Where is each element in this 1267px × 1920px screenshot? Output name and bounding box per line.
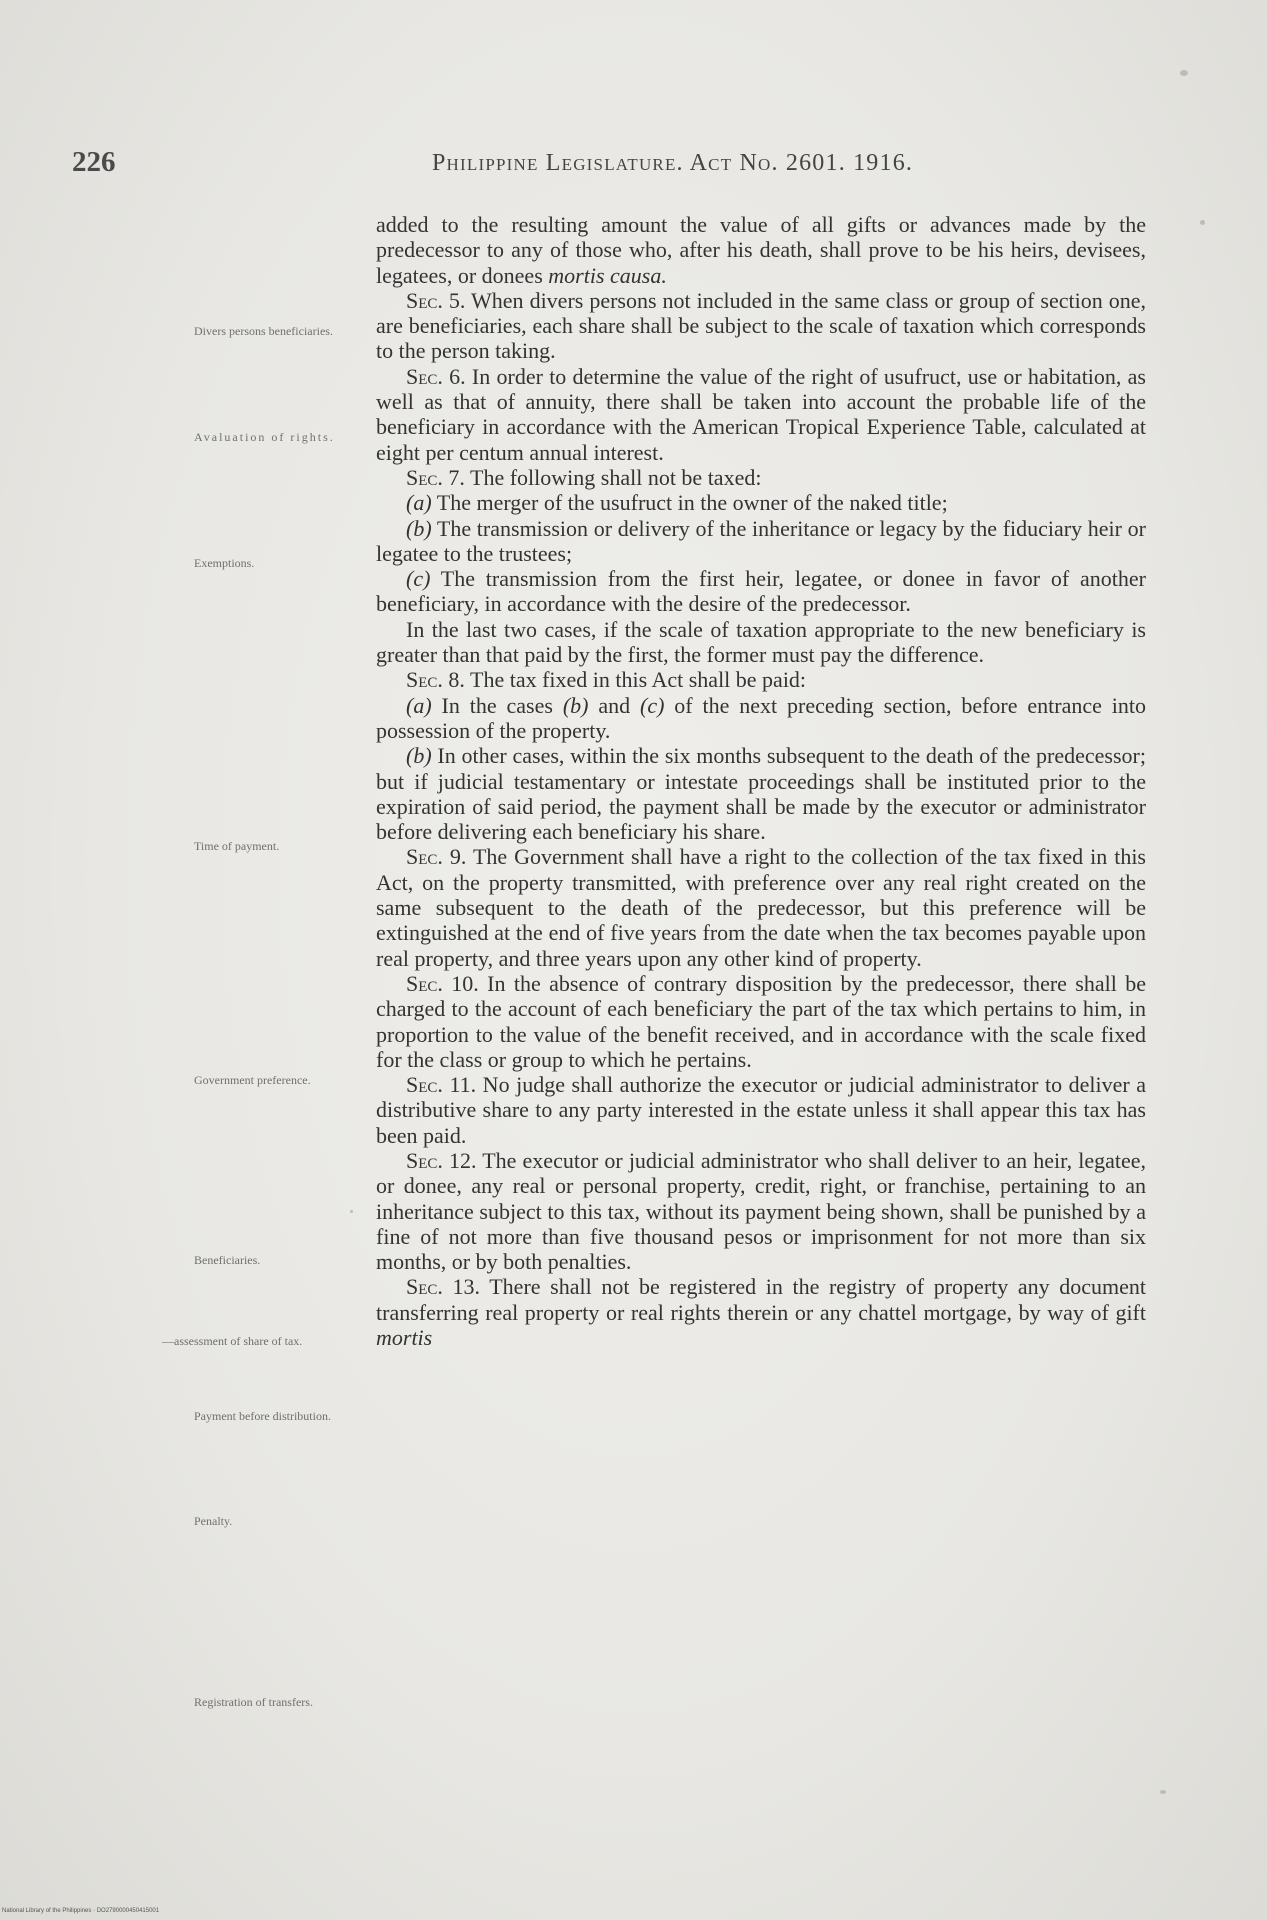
section-7-proviso: In the last two cases, if the scale of taxation appropriate to the new beneficiary is greater than that paid by the first, the former must pay the difference. — [376, 616, 1146, 668]
margin-note-government-preference: Government preference. — [194, 1073, 311, 1087]
section-7: Sec. 7. The following shall not be taxed: — [406, 464, 762, 490]
page-body — [376, 212, 1146, 1350]
scan-speck — [1160, 1790, 1166, 1794]
section-7-b: (b) The transmission or delivery of the inheritance or legacy by the fiduciary heir or legatee to the trustees; — [376, 515, 1146, 566]
running-head: Philippine Legislature. Act No. 2601. 1916. — [432, 150, 914, 176]
margin-note-time-of-payment: Time of payment. — [194, 839, 280, 853]
scan-speck — [350, 1210, 353, 1213]
margin-note-divers-persons: Divers persons beneficiaries. — [194, 324, 333, 338]
page-number: 226 — [72, 146, 116, 178]
section-11: Sec. 11. No judge shall authorize the executor or judicial administrator to deliver a distributive share to any party interested in the estate unless it shall appear this tax has been paid. — [376, 1072, 1146, 1148]
margin-note-registration: Registration of transfers. — [194, 1695, 313, 1709]
section-8: Sec. 8. The tax fixed in this Act shall be paid: — [406, 667, 807, 693]
section-6: Sec. 6. In order to determine the value of the right of usufruct, use or habitation, as well as that of annuity, there shall be taken into account the probable life of the beneficiary in accordance with the American Tropical Experience Table, calculated at eight per centum annual interest. — [376, 363, 1146, 465]
margin-note-penalty: Penalty. — [194, 1514, 233, 1528]
section-7-a: (a) The merger of the usufruct in the owner of the naked title; — [406, 490, 948, 516]
section-12: Sec. 12. The executor or judicial administrator who shall deliver to an heir, legatee, or donee, any real or personal property, credit, right, or franchise, pertaining to an inheritance subject to this tax, without its payment being shown, shall be punished by a fine of not more than five thousand pesos or imprisonment for not more than six months, or by both penalties. — [376, 1147, 1146, 1275]
scan-speck — [1180, 70, 1188, 76]
margin-note-assessment: —assessment of share of tax. — [162, 1334, 303, 1348]
section-7-c: (c) The transmission from the first heir, legatee, or donee in favor of another beneficiary, in accordance with the desire of the predecessor. — [376, 566, 1146, 617]
section-5: Sec. 5. When divers persons not included in the same class or group of section one, are beneficiaries, each share shall be subject to the scale of taxation which corresponds to the person taking. — [376, 287, 1147, 364]
margin-note-avaluation: Avaluation of rights. — [194, 430, 335, 444]
paragraph-continued: added to the resulting amount the value of all gifts or advances made by the predecessor to any of those who, after his death, shall prove to be his heirs, devisees, legatees, or donees mortis causa. — [376, 212, 1146, 288]
section-9: Sec. 9. The Government shall have a right to the collection of the tax fixed in this Act, on the property transmitted, with preference over any real right created on the same subsequent to the death of the predecessor, but this preference will be extinguished at the end of five years from the date when the tax becomes payable upon real property, and three years upon any other kind of property. — [376, 844, 1146, 971]
margin-note-payment-before-distribution: Payment before distribution. — [194, 1409, 331, 1423]
scan-speck — [1200, 220, 1205, 225]
section-13: Sec. 13. There shall not be registered in the registry of property any document transferring real property or real rights therein or any chattel mortgage, by way of gift mortis — [376, 1274, 1147, 1351]
margin-note-exemptions: Exemptions. — [194, 556, 255, 570]
section-8-b: (b) In other cases, within the six months subsequent to the death of the predecessor; but if judicial testamentary or intestate proceedings shall be instituted prior to the expiration of said period, the payment shall be made by the executor or administrator before delivering each beneficiary his share. — [376, 743, 1146, 845]
section-8-a: (a) In the cases (b) and (c) of the next preceding section, before entrance into possession of the property. — [376, 692, 1147, 743]
page-header — [72, 146, 1152, 186]
margin-note-beneficiaries: Beneficiaries. — [194, 1253, 261, 1267]
scan-footer: National Library of the Philippines · DO2790000450415001 — [2, 1908, 160, 1914]
section-10: Sec. 10. In the absence of contrary disposition by the predecessor, there shall be charged to the account of each beneficiary the part of the tax which pertains to him, in proportion to the value of the benefit received, and in accordance with the scale fixed for the class or group to which he pertains. — [376, 970, 1146, 1072]
